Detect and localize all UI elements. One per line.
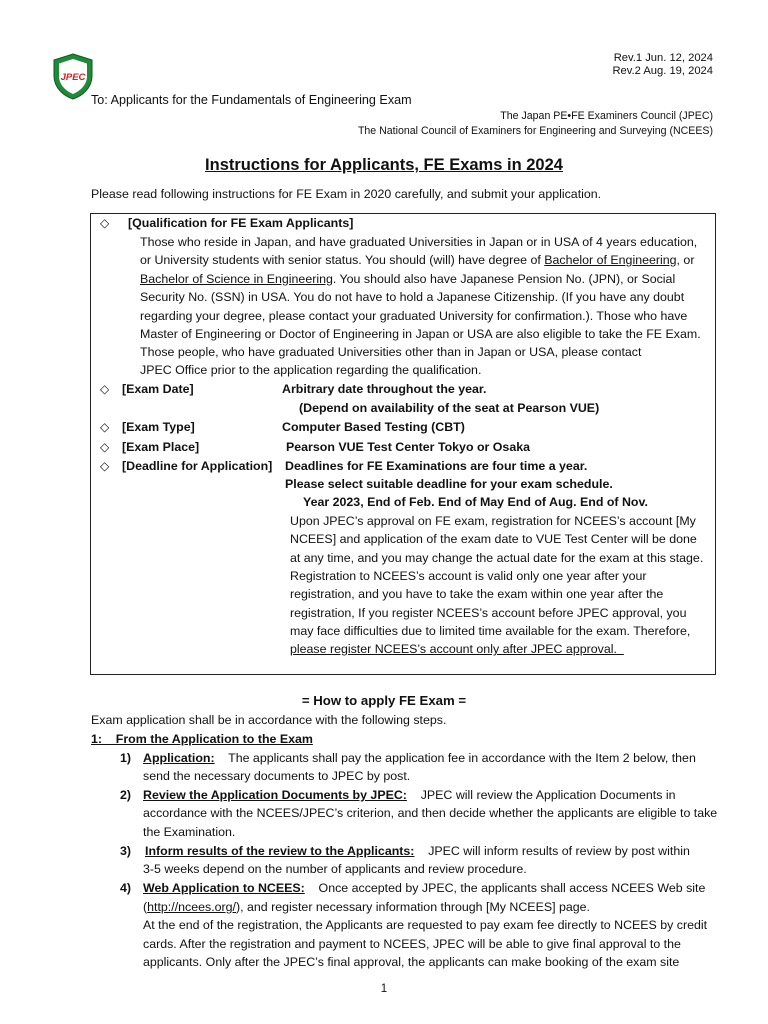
deadline-detail-2: NCEES] and application of the exam date to VUE Test Center will be done xyxy=(290,532,697,546)
deadline-detail-1: Upon JPEC’s approval on FE exam, registration for NCEES’s account [My xyxy=(290,514,696,528)
org-ncees: The National Council of Examiners for Engineering and Surveying (NCEES) xyxy=(357,125,713,137)
qual-line-6: Master of Engineering or Doctor of Engineering in Japan or USA are also eligible to take the FE Exam. xyxy=(140,327,701,341)
deadline-detail-6: registration, If you register NCEES’s account before JPEC approval, you xyxy=(290,606,687,620)
exam-date-note: (Depend on availability of the seat at Pearson VUE) xyxy=(299,401,600,415)
step-1-line-1: Application: The applicants shall pay the application fee in accordance with the Item 2 below, then xyxy=(143,751,696,765)
howto-intro: Exam application shall be in accordance with the following steps. xyxy=(91,713,447,727)
qual-line-7: Those people, who have graduated Universities other than in Japan or USA, please contact xyxy=(140,345,642,359)
step-2-number: 2) xyxy=(120,788,132,802)
qual-line-1: Those who reside in Japan, and have graduated Universities in Japan or in USA of 4 years education, xyxy=(140,235,698,249)
exam-type-value: Computer Based Testing (CBT) xyxy=(282,420,465,434)
qual-line-5: regarding your degree, please contact your graduated University for confirmation.). Those who have xyxy=(140,309,688,323)
degree-be: Bachelor of Engineering xyxy=(544,253,677,267)
howto-heading: = How to apply FE Exam = xyxy=(301,693,467,708)
exam-date-value: Arbitrary date throughout the year. xyxy=(282,382,487,396)
step-2-line-3: the Examination. xyxy=(143,825,236,839)
jpec-logo xyxy=(50,52,96,100)
qualification-heading: [Qualification for FE Exam Applicants] xyxy=(128,216,354,230)
deadline-value: Deadlines for FE Examinations are four time a year. xyxy=(285,459,588,473)
deadline-label: [Deadline for Application] xyxy=(122,459,273,473)
revision-2: Rev.2 Aug. 19, 2024 xyxy=(612,65,713,77)
step-3-number: 3) xyxy=(120,844,132,858)
step-4-line-2: (http://ncees.org/), and register necessary information through [My NCEES] page. xyxy=(143,900,590,914)
qual-line-8: JPEC Office prior to the application regarding the qualification. xyxy=(140,363,482,377)
step-2-title: Review the Application Documents by JPEC: xyxy=(143,788,407,802)
deadline-year: Year 2023, End of Feb. End of May End of Aug. End of Nov. xyxy=(303,495,648,509)
qual-line-4: Security No. (SSN) in USA. You do not have to hold a Japanese Citizenship. (If you have any doubt xyxy=(140,290,685,304)
step-4-number: 4) xyxy=(120,881,132,895)
diamond-icon: ◇ xyxy=(100,459,110,473)
step-1-line-2: send the necessary documents to JPEC by post. xyxy=(143,769,411,783)
exam-type-label: [Exam Type] xyxy=(122,420,195,434)
deadline-detail-7: may face difficulties due to limited time available for the exam. Therefore, xyxy=(290,624,691,638)
step-3-title: Inform results of the review to the Applicants: xyxy=(145,844,415,858)
step-4-line-3: At the end of the registration, the Applicants are requested to pay exam fee directly to NCEES by credit xyxy=(143,918,708,932)
step-1-title: Application: xyxy=(143,751,215,765)
deadline-detail-5: registration, and you have to take the exam within one year after the xyxy=(290,587,664,601)
deadline-select: Please select suitable deadline for your exam schedule. xyxy=(285,477,613,491)
ncees-link[interactable]: http://ncees.org/ xyxy=(147,900,236,914)
step-2-line-1: Review the Application Documents by JPEC: JPEC will review the Application Documents in xyxy=(143,788,676,802)
section-1-heading: 1: From the Application to the Exam xyxy=(91,732,313,746)
diamond-icon: ◇ xyxy=(100,216,110,230)
exam-date-label: [Exam Date] xyxy=(122,382,194,396)
qual-line-3: Bachelor of Science in Engineering. You should also have Japanese Pension No. (JPN), or Social xyxy=(140,272,676,286)
step-2-line-2: accordance with the NCEES/JPEC’s criterion, and then decide whether the applicants are eligible to take xyxy=(143,806,718,820)
diamond-icon: ◇ xyxy=(100,440,110,454)
step-3-line-1: Inform results of the review to the Applicants: JPEC will inform results of review by post within xyxy=(145,844,690,858)
logo-text: JPEC xyxy=(60,72,86,83)
page-number: 1 xyxy=(380,983,388,995)
deadline-detail-4: Registration to NCEES’s account is valid only one year after your xyxy=(290,569,647,583)
diamond-icon: ◇ xyxy=(100,420,110,434)
exam-place-value: Pearson VUE Test Center Tokyo or Osaka xyxy=(286,440,530,454)
intro-text: Please read following instructions for FE Exam in 2020 carefully, and submit your application. xyxy=(91,187,602,201)
exam-place-label: [Exam Place] xyxy=(122,440,200,454)
addressee: To: Applicants for the Fundamentals of Engineering Exam xyxy=(91,93,412,107)
org-jpec: The Japan PE•FE Examiners Council (JPEC) xyxy=(500,110,713,122)
step-4-line-1: Web Application to NCEES: Once accepted by JPEC, the applicants shall access NCEES Web site xyxy=(143,881,706,895)
page-title: Instructions for Applicants, FE Exams in 2024 xyxy=(205,156,563,174)
step-4-line-4: cards. After the registration and payment to NCEES, JPEC will be able to give final approval to the xyxy=(143,937,681,951)
diamond-icon: ◇ xyxy=(100,382,110,396)
step-1-number: 1) xyxy=(120,751,132,765)
step-4-line-5: applicants. Only after the JPEC’s final approval, the applicants can make booking of the exam site xyxy=(143,955,680,969)
degree-bse: Bachelor of Science in Engineering xyxy=(140,272,333,286)
qual-line-2: or University students with senior status. You should (will) have degree of Bachelor of Engineering, or xyxy=(140,253,695,267)
deadline-detail-8: please register NCEES’s account only after JPEC approval. xyxy=(290,642,624,656)
revision-1: Rev.1 Jun. 12, 2024 xyxy=(613,52,713,64)
step-3-line-2: 3-5 weeks depend on the number of applicants and review procedure. xyxy=(143,862,527,876)
deadline-detail-3: at any time, and you may change the actual date for the exam at this stage. xyxy=(290,551,704,565)
step-4-title: Web Application to NCEES: xyxy=(143,881,305,895)
